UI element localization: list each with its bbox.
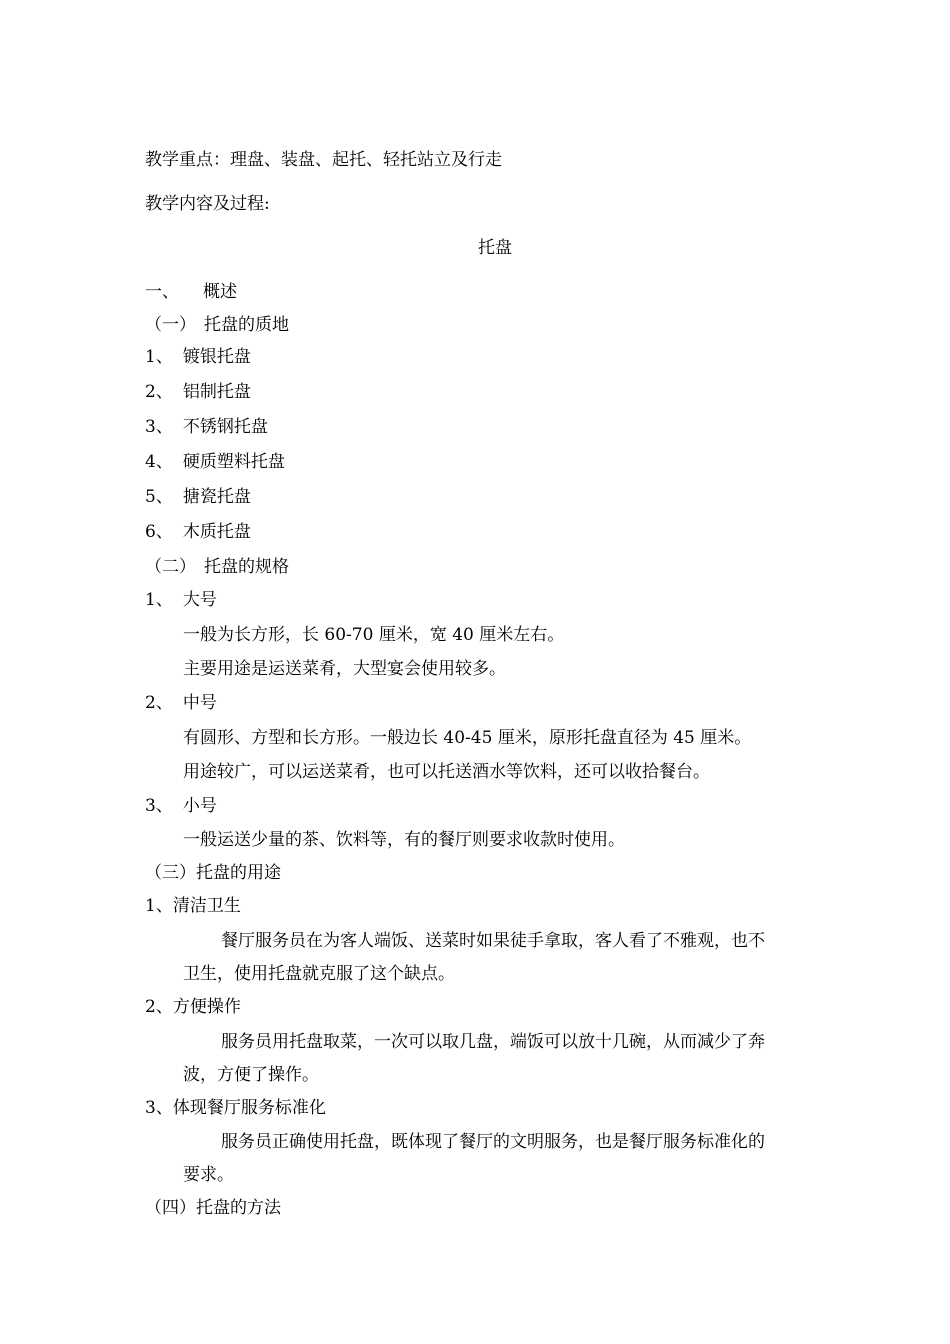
list-marker: 3、 (145, 417, 173, 437)
list-item (145, 692, 217, 714)
paragraph-line: 用途较广，可以运送菜肴，也可以托送酒水等饮料，还可以收拾餐台。 (183, 762, 710, 782)
paragraph-line: 餐厅服务员在为客人端饭、送菜时如果徒手拿取，客人看了不雅观，也不 (221, 931, 765, 951)
list-item (145, 381, 251, 403)
list-heading: 3、体现餐厅服务标准化 (145, 1098, 326, 1118)
list-item (145, 451, 285, 473)
content-label: 教学内容及过程: (145, 194, 270, 214)
subsection-marker: （一） (145, 315, 196, 335)
subsection-title: 托盘的质地 (204, 315, 289, 335)
list-marker: 1、 (145, 347, 173, 367)
list-item (145, 416, 268, 438)
paragraph-line: 卫生，使用托盘就克服了这个缺点。 (183, 964, 455, 984)
teaching-focus: 教学重点：理盘、装盘、起托、轻托站立及行走 (145, 150, 502, 170)
subsection-heading: （三）托盘的用途 (145, 863, 281, 883)
paragraph-line: 一般运送少量的茶、饮料等，有的餐厅则要求收款时使用。 (183, 830, 625, 850)
paragraph-line: 服务员正确使用托盘，既体现了餐厅的文明服务，也是餐厅服务标准化的 (221, 1132, 765, 1152)
list-text: 中号 (182, 693, 217, 713)
list-item (145, 486, 251, 508)
list-text: 搪瓷托盘 (182, 487, 251, 507)
list-text: 镀银托盘 (182, 347, 251, 367)
subsection-title: 托盘的规格 (204, 557, 289, 577)
list-text: 大号 (182, 590, 217, 610)
subsection-heading: （四）托盘的方法 (145, 1198, 281, 1218)
list-marker: 5、 (145, 487, 173, 507)
list-marker: 2、 (145, 693, 173, 713)
paragraph-line: 主要用途是运送菜肴，大型宴会使用较多。 (183, 659, 506, 679)
paragraph-line: 一般为长方形，长 60-70 厘米，宽 40 厘米左右。 (183, 625, 565, 645)
list-text: 小号 (182, 796, 217, 816)
list-heading: 1、清洁卫生 (145, 896, 241, 916)
paragraph-line: 要求。 (183, 1165, 234, 1185)
list-item (145, 589, 217, 611)
list-marker: 6、 (145, 522, 173, 542)
main-title: 托盘 (478, 238, 512, 258)
paragraph-line: 波，方便了操作。 (183, 1065, 319, 1085)
list-text: 硬质塑料托盘 (182, 452, 285, 472)
paragraph-line: 服务员用托盘取菜，一次可以取几盘，端饭可以放十几碗，从而减少了奔 (221, 1032, 765, 1052)
section-heading (145, 281, 237, 303)
list-text: 不锈钢托盘 (182, 417, 268, 437)
list-item (145, 346, 251, 368)
list-text: 木质托盘 (182, 522, 251, 542)
subsection-marker: （二） (145, 557, 196, 577)
list-marker: 3、 (145, 796, 173, 816)
list-marker: 2、 (145, 382, 173, 402)
list-item (145, 795, 217, 817)
list-text: 铝制托盘 (182, 382, 251, 402)
list-item (145, 521, 251, 543)
list-heading: 2、方便操作 (145, 997, 241, 1017)
section-title: 概述 (203, 282, 237, 302)
section-marker: 一、 (145, 282, 179, 302)
paragraph-line: 有圆形、方型和长方形。一般边长 40-45 厘米，原形托盘直径为 45 厘米。 (183, 728, 752, 748)
list-marker: 4、 (145, 452, 173, 472)
subsection-heading (145, 314, 289, 336)
subsection-heading (145, 556, 289, 578)
list-marker: 1、 (145, 590, 173, 610)
